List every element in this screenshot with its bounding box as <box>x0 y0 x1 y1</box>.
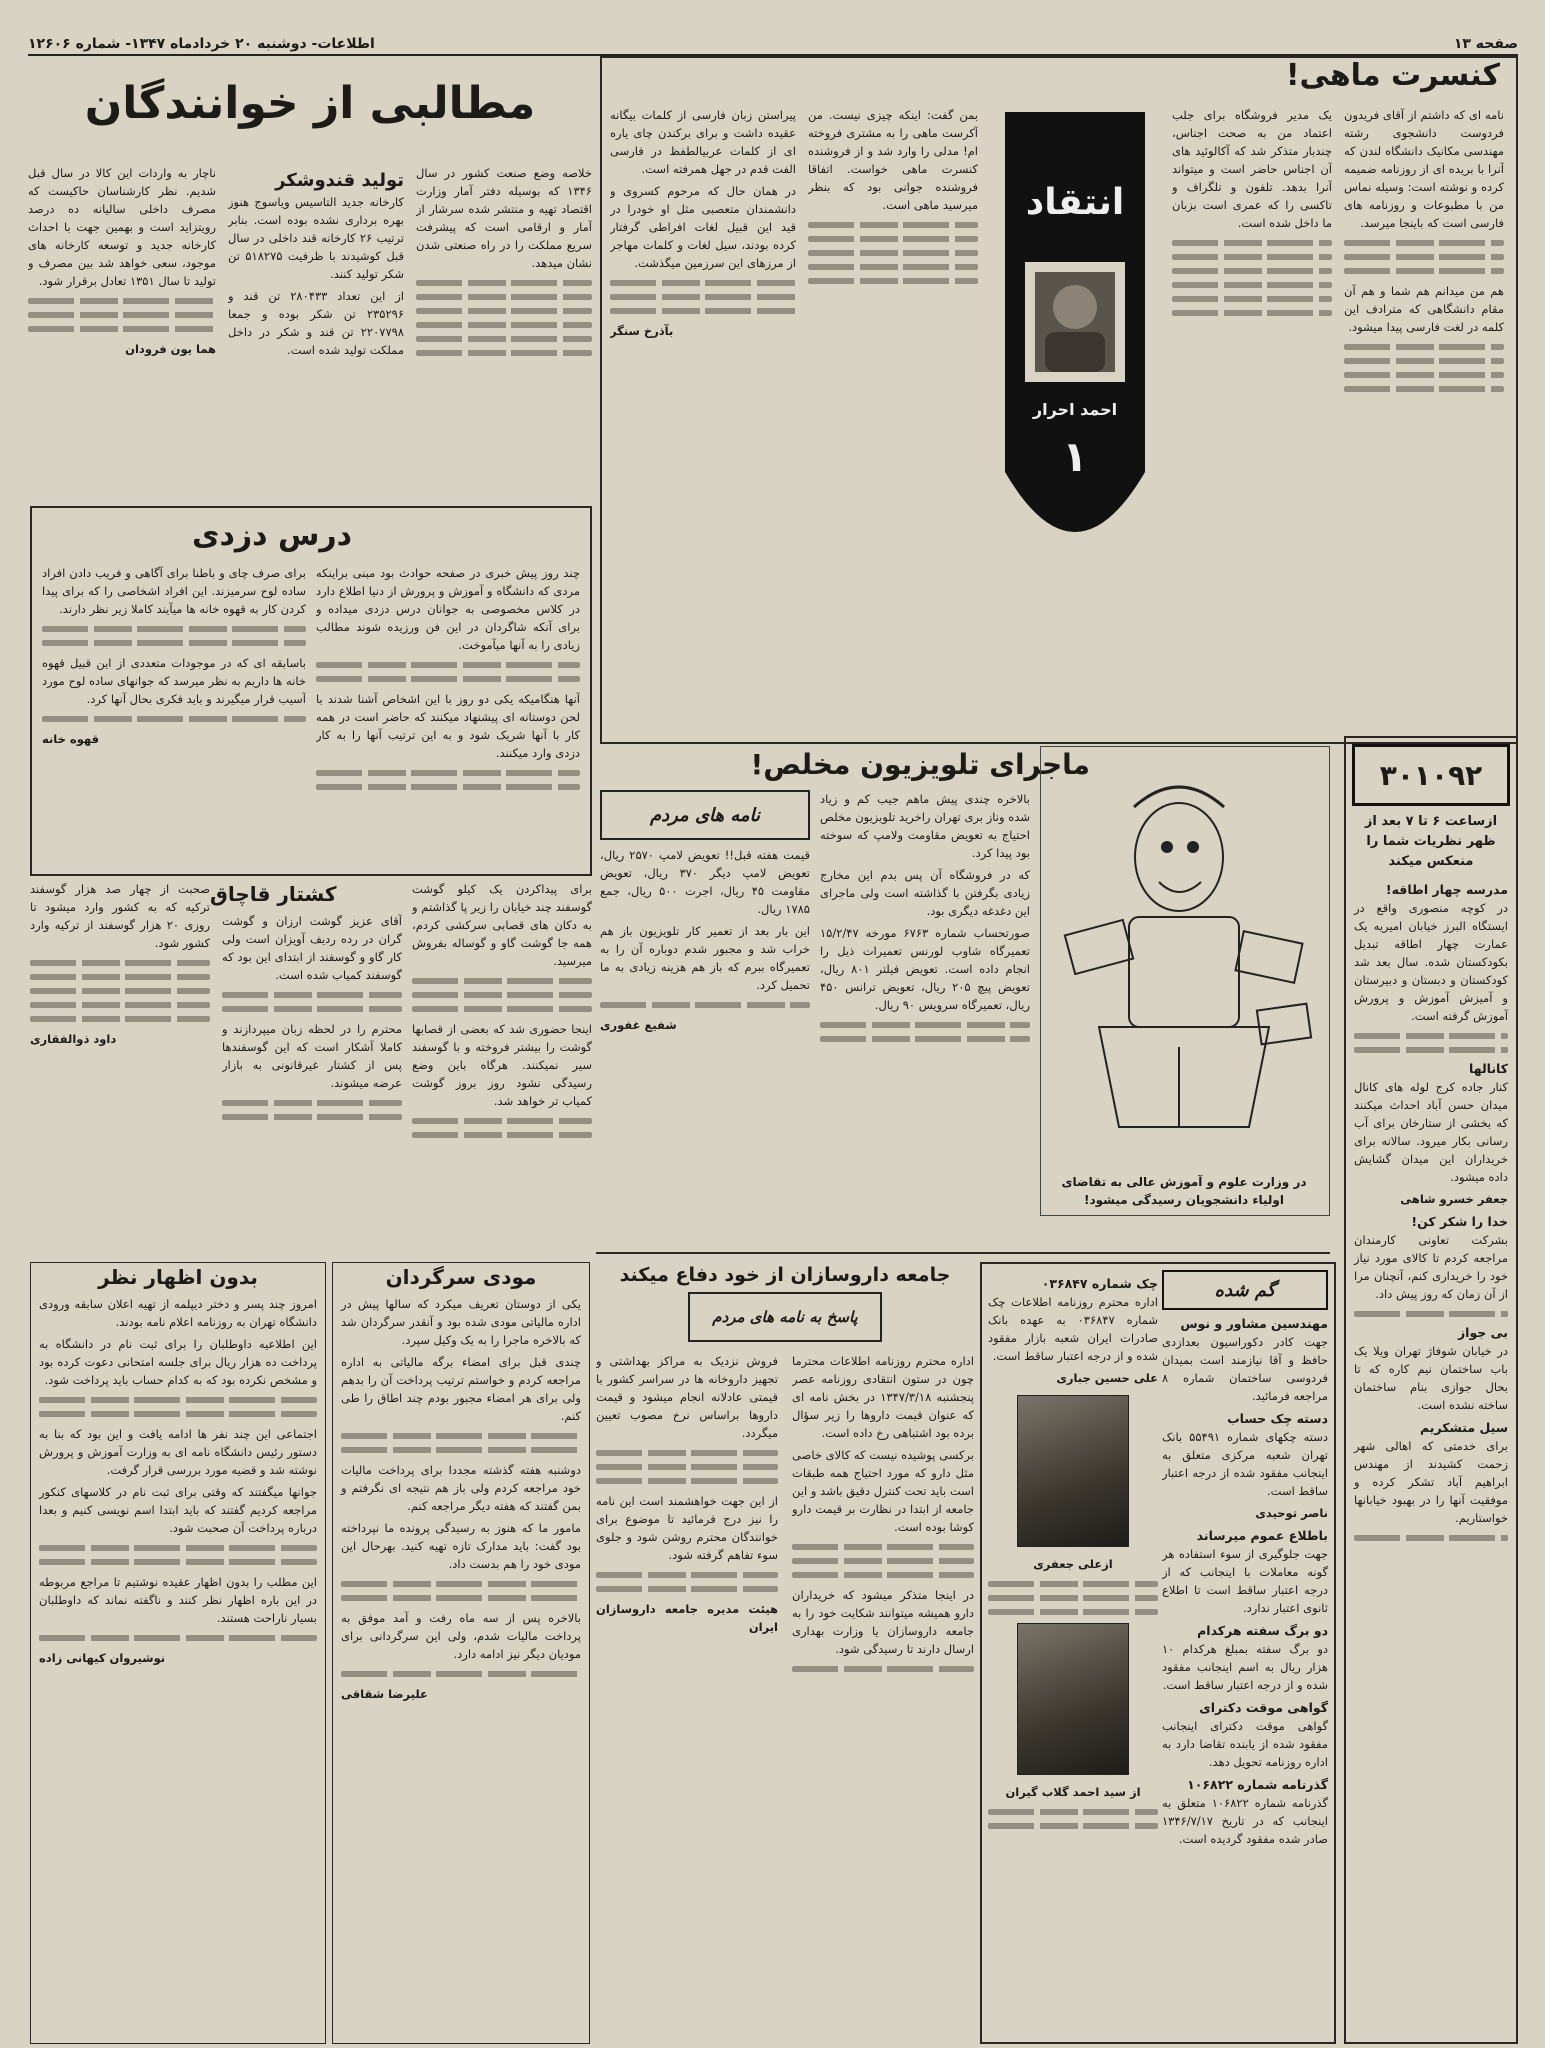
lost-item-text: گواهی موقت دکترای اینجانب مفقود شده از یابنده تقاضا دارد به اداره روزنامه تحویل دهد. <box>1162 1719 1328 1769</box>
motalebi-col-3 <box>28 164 216 504</box>
tv-col-2 <box>600 790 810 1250</box>
lost-item-title: چک شماره ۰۳۶۸۴۷ <box>1041 1276 1158 1291</box>
article-paragraph: بمن گفت: اینکه چیزی نیست. من آکرست ماهی را به مشتری فروخته ام! مدلی را وارد شد و از فروشنده کنسرت ماهی خواست. اتفاقا فروشنده جوانی بود که بنظر میرسید ماهی است. <box>808 108 978 212</box>
issue-info: اطلاعات- دوشنبه ۲۰ خردادماه ۱۳۴۷- شماره ۱۲۶۰۶ <box>28 36 375 52</box>
lost-caption: علی حسین جباری <box>1056 1371 1158 1385</box>
article-paragraph: از این جهت خواهشمند است این نامه را نیز درج فرمائید تا موضوع برای خوانندگان محترم روشن شود و جلوی سوء تفاهم گرفته شود. <box>596 1494 778 1562</box>
article-paragraph: این اطلاعیه داوطلبان را برای ثبت نام در دانشگاه به پرداخت ده هزار ریال برای جلسه امتحانی دعوت کرده بود و مشخص نکرده بود که به کدام حساب باید پرداخت شود. <box>39 1337 317 1387</box>
article-signature: هما یون فرودان <box>125 342 216 356</box>
article-paragraph: برای پیداکردن یک کیلو گوشت گوسفند چند خیابان را زیر پا گذاشتم و به دکان های قصابی سرکشی کردم، همه جا گوشت گاو و گوساله بفروش میرسید. <box>412 882 592 968</box>
article-paragraph: قیمت هفته قبل!! تعویض لامپ ۲۵۷۰ ریال، تعویض لامپ دیگر ۳۷۰ ریال، تعویض مقاومت ۴۵ ریال، اجرت ۵۰۰ ریال، جمع ۱۷۸۵ ریال. <box>600 848 810 916</box>
gomshode-col-1 <box>1162 1270 1328 2040</box>
cartoon-drawing <box>1040 747 1329 1147</box>
article-paragraph: آقای عزیز گوشت ارزان و گوشت گران در رده ردیف آویزان است ولی کار گاو و گوسفند از ابتدای این بود که گوسفند کمیاب شده است. <box>222 914 402 982</box>
tv-majara-article <box>596 746 1330 1254</box>
koshtar-col-1 <box>412 880 592 1260</box>
daroo-col-1 <box>792 1352 974 2042</box>
page-label: صفحه ۱۳ <box>1453 36 1518 52</box>
dars-dozdi-article <box>30 506 592 876</box>
article-title: مودی سرگردان <box>385 1265 537 1289</box>
article-paragraph: این مطلب را بدون اظهار عقیده نوشتیم تا مراجع مربوطه در این باره اظهار نظر کنند و ناگفته نماند که داوطلبان بسیار ناراحت هستند. <box>39 1575 317 1625</box>
article-paragraph: هم من میدانم هم شما و هم آن مقام دانشگاهی که مترادف این کلمه در لغت فارسی پیدا میشود. <box>1344 284 1504 334</box>
lost-item-title: دو برگ سفته هرکدام <box>1197 1623 1328 1638</box>
article-title: جامعه داروسازان از خود دفاع میکند <box>619 1264 951 1286</box>
cartoon-caption: در وزارت علوم و آموزش عالی به تقاضای اولیاء دانشجویان رسیدگی میشود! <box>1061 1175 1307 1207</box>
article-signature: شفیع غفوری <box>600 1018 677 1032</box>
tel-box-signature: جعفر خسرو شاهی <box>1400 1192 1508 1206</box>
person-photo <box>1017 1623 1129 1775</box>
gomshode-title: گم شده <box>1162 1270 1328 1310</box>
tel-box-subtitle: ازساعت ۶ تا ۷ بعد از ظهر نظریات شما را منعکس میکند <box>1364 814 1498 869</box>
tel-item-title: مدرسه چهار اطاقه! <box>1385 882 1508 897</box>
article-paragraph: خلاصه وضع صنعت کشور در سال ۱۳۴۶ که بوسیله دفتر آمار وزارت اقتصاد تهیه و منتشر شده سرشار از آمار و ارقامی است که پیشرفت سریع مملکت را در راه صنعتی شدن نشان میدهد. <box>416 166 592 270</box>
motalebi-article <box>28 64 592 504</box>
tel-item-title: کانالها <box>1469 1061 1508 1076</box>
article-paragraph: محترم را در لحظه زبان میپردازند و کاملا آشکار است که این گوسفندها پس از کشتار غیرقانونی به بازار عرضه میشوند. <box>222 1022 402 1090</box>
entegad-column-badge <box>990 112 1160 632</box>
article-paragraph: آنها هنگامیکه یکی دو روز با این اشخاص آشنا شدند با لحن دوستانه ای پیشنهاد میکنند که حاضر است در همه کار با آنها شریک شود و به این ترتیب آنها را به کار دزدی وارد میکنند. <box>316 692 580 760</box>
lost-item-text: دو برگ سفته بمبلغ هرکدام ۱۰ هزار ریال به اسم اینجانب مفقود شده و از درجه اعتبار ساقط است. <box>1162 1642 1328 1692</box>
koshtar-article <box>30 880 592 1260</box>
article-signature: هیئت مدیره جامعه داروسازان ایران <box>596 1602 778 1634</box>
article-paragraph: جوانها میگفتند که وقتی برای ثبت نام در کلاسهای کنکور مراجعه کردیم گفتند که باید ابتدا اسم نویسی کنیم و بعدا درباره پرداخت آن صحبت شود. <box>39 1485 317 1535</box>
tel-item-text: بشرکت تعاونی کارمندان مراجعه کردم تا کالای مورد نیاز خود را خریداری کنم، آنچنان مرا از آن زمان که روز پیش داد. <box>1354 1233 1508 1301</box>
daroo-col-2 <box>596 1352 778 2042</box>
article-title: کشتار قاچاق <box>210 882 337 906</box>
concert-col-3 <box>808 106 978 726</box>
modi-sargardan-article <box>332 1262 590 2044</box>
article-paragraph: بالاخره پس از سه ماه رفت و آمد موفق به پرداخت مالیات شدم، ولی این سرگردانی برای مودیان دیگر نیز ادامه دارد. <box>341 1611 581 1661</box>
dars-col-1 <box>316 564 580 864</box>
cartoon-illustration <box>1040 746 1330 1216</box>
jameeh-daroo-article <box>596 1262 974 2044</box>
article-paragraph: ناچار به واردات این کالا در سال قبل شدیم. نظر کارشناسان حاکیست که مصرف داخلی سالیانه ده درصد رویتزاید است و بهمین جهت با احداث کارخانه جدید و توسعه کارخانه های موجود، سعی خواهد شد بین مصرف و تولید تا سال ۱۳۵۱ تعادل برقرار شود. <box>28 166 216 288</box>
article-paragraph: یکی از دوستان تعریف میکرد که سالها پیش در اداره مالیاتی مودی شده بود و آنقدر سرگردان شد که بالاخره ماجرا را به یک وکیل سپرد. <box>341 1297 581 1347</box>
article-paragraph: یک مدیر فروشگاه برای جلب اعتماد من به صحت اجناس، چندبار متذکر شد که آکالوئید های آن اجناس حاضر است و میتواند آنرا بدهد. تلفون و تلگراف و تاکسی را که عمری است بزبان ما داخل شده است. <box>1172 108 1332 230</box>
article-paragraph: کارخانه جدید التاسیس ویاسوج هنوز بهره برداری نشده بوده است. بنابر ترتیب ۲۶ کارخانه قند داخلی در سال قبل کوشیدند با ظرفیت ۵۱۸۲۷۵ تن شکر تولید کنند. <box>228 195 404 281</box>
article-signature: قهوه خانه <box>42 732 100 746</box>
article-paragraph: نامه ای که داشتم از آقای فریدون فردوست دانشجوی رشته مهندسی مکانیک دانشگاه لندن که آنرا با بریده ای از روزنامه ضمیمه کرده و نوشته است: وسیله نماس من با مطبوعات و روزنامه های فارسی است که باینجا میرسد. <box>1344 108 1504 230</box>
article-paragraph: دوشنبه هفته گذشته مجددا برای پرداخت مالیات خود مراجعه کردم ولی باز هم نتیجه ای نگرفتم و بمن گفتند که هفته دیگر مراجعه کنم. <box>341 1463 581 1513</box>
entegad-label: انتقاد <box>1025 182 1125 223</box>
lost-item-text: جهت کادر دکوراسیون بعدازدی حافظ و آقا نیازمند است بمیدان فردوسی ساختمان شماره ۸ مراجعه فرمائید. <box>1162 1335 1328 1403</box>
entegad-author: احمد احرار <box>1032 400 1118 419</box>
lost-item-title: باطلاع عموم میرساند <box>1196 1528 1328 1543</box>
article-paragraph: این بار بعد از تعمیر کار تلویزیون باز هم خراب شد و مجبور شدم دوباره آن را به تعمیرگاه ببرم که باز هم هزینه زیادی به ما تحمیل کرد. <box>600 924 810 992</box>
article-paragraph: چند روز پیش خبری در صفحه حوادث بود مبنی براینکه مردی که دانشگاه و آموزش و پرورش از دنیا اطلاع دارد در کلاس مخصوصی به جوانان درس دزدی میداده و برای آنکه شاگردان در این فن ورزیده شوند مطالب زیادی را به آنها میآموخت. <box>316 566 580 652</box>
lost-item-title: دسته چک حساب <box>1227 1411 1328 1426</box>
lost-item-text: اداره محترم روزنامه اطلاعات چک شماره ۰۳۶۸۴۷ به عهده بانک صادرات ایران شعبه بازار مفقود شده و از درجه اعتبار ساقط است. <box>988 1295 1158 1363</box>
article-paragraph: پیراستن زبان فارسی از کلمات بیگانه عقیده داشت و برای برکندن چای یاره ای از کلمات عربیالطفظ در فارسی الفت قدم در جهل همرفته است. <box>610 108 796 176</box>
readers-letters-badge: نامه های مردم <box>600 790 810 840</box>
page-header <box>28 34 1518 56</box>
dars-col-2 <box>42 564 306 864</box>
lost-item-title: گواهی موقت دکترای <box>1199 1700 1328 1715</box>
article-paragraph: در همان حال که مرحوم کسروی و دانشمندان متعصبی مثل او خودرا در قید این قبیل لغات افراطی گرفتار کرده بودند، سیل لغات و کلمات مهاجر از مرزهای این سرزمین میگذشت. <box>610 184 796 270</box>
article-title: ماجرای تلویزیون مخلص! <box>750 748 1090 781</box>
article-title: مطالبی از خوانندگان <box>84 78 536 129</box>
lost-item-title: مهندسین مشاور و نوس <box>1180 1316 1328 1331</box>
article-paragraph: برکسی پوشیده نیست که کالای خاصی مثل دارو که مورد احتیاج همه طبقات است باید تحت کنترل دقیق باشد و این جامعه از ابتدا در نظارت بر قیمت دارو کوشا بوده است. <box>792 1448 974 1534</box>
koshtar-col-2 <box>222 912 402 1260</box>
article-signature: نوشیروان کیهانی زاده <box>39 1651 166 1665</box>
article-paragraph: صورتحساب شماره ۶۷۶۳ مورخه ۱۵/۲/۴۷ تعمیرگاه شاوب لورنس تعمیرات ذیل را انجام داده است. تعویض فیلتر ۸۰۱ ریال، تعویض پیچ ۲۰۵ ریال، تعویض ترانس ۴۵۰ ریال، تعمیرگاه سرویس ۹۰ ریال. <box>820 926 1030 1012</box>
concert-col-1 <box>1344 106 1504 726</box>
concert-col-4 <box>610 106 796 726</box>
lost-item-text: گذرنامه شماره ۱۰۶۸۲۲ متعلق به اینجانب که در تاریخ ۱۳۴۶/۷/۱۷ صادر شده مفقود گردیده است. <box>1162 1796 1328 1846</box>
article-signature: بآذرخ سنگر <box>610 324 674 338</box>
tel-item-title: بی جواز <box>1457 1325 1508 1340</box>
tel-item-text: برای خدمتی که اهالی شهر زحمت کشیدند از مهندس ابراهیم آباد تشکر کرده و موفقیت آنها را در بهبود خیابانها خواستاریم. <box>1354 1439 1508 1525</box>
article-paragraph: بالاخره چندی پیش ماهم جیب کم و زیاد شده وناز بری تهران راخرید تلویزیون مخلص احتیاج به تعویض مقاومت ولامپ که سوخته بود پیدا کرد. <box>820 792 1030 860</box>
article-paragraph: باسابقه ای که در موجودات متعددی از این قبیل قهوه خانه ها داریم به نظر میرسد که جوانهای ساده لوح مورد آسیب قرار میگیرند و باید فکری بحال آنها کرد. <box>42 656 306 706</box>
article-paragraph: چندی قبل برای امضاء برگه مالیاتی به اداره مراجعه کردم و خواستم ترتیب پرداخت آن را بدهم ولی برای هر امضاء مجبور بودم چند اطاق را طی کنم. <box>341 1355 581 1423</box>
tel-item-text: در کوچه منصوری واقع در ایستگاه البرز خیابان امیریه یک عمارت چهار اطاقه تبدیل بکودکستان شده. سال بعد شد کودکستان و دبستان و دبیرستان و آمیزش آموزش و پرورش آموزش گرفته است. <box>1354 901 1508 1023</box>
article-paragraph: امروز چند پسر و دختر دیپلمه از تهیه اعلان سابقه ورودی دانشگاه تهران به روزنامه اعلام نامه بودند. <box>39 1297 317 1329</box>
tv-col-1 <box>820 790 1030 1250</box>
article-title: کنسرت ماهی! <box>1285 58 1500 93</box>
article-signature: داود ذوالفقاری <box>30 1032 117 1046</box>
article-subtitle: تولید قندوشکر <box>275 170 404 191</box>
lost-caption: ناصر توحیدی <box>1255 1506 1328 1520</box>
motalebi-col-1 <box>416 164 592 504</box>
article-paragraph: فروش نزدیک به مراکز بهداشتی و تجهیز داروخانه ها در سراسر کشور با قیمتی عادلانه انجام میشود و قیمت داروها براساس نرخ مصوب تعیین میگردد. <box>596 1354 778 1440</box>
article-paragraph: اینجا حضوری شد که بعضی از قصابها گوشت را بیشتر فروخته و با گوسفند سیر نمیکنند. هرگاه باین وضع رسیدگی نشود روز بروز گوشت کمیاب تر خواهد شد. <box>412 1022 592 1108</box>
motalebi-col-2 <box>228 164 404 504</box>
article-title: درس دزدی <box>192 518 353 553</box>
tel-box <box>1344 736 1518 2044</box>
article-paragraph: که در فروشگاه آن پس بدم این مخارج زیادی بگرفتن با گذاشته است ولی ماجرای این دغدغه دیگری بود. <box>820 868 1030 918</box>
gomshode-box <box>980 1262 1336 2044</box>
lost-item-title: گذرنامه شماره ۱۰۶۸۲۲ <box>1187 1777 1328 1792</box>
person-photo <box>1017 1395 1129 1547</box>
article-paragraph: اداره محترم روزنامه اطلاعات محترما چون در ستون انتقادی روزنامه عصر پنجشنبه ۱۳۴۷/۳/۱۸ در بخش نامه ای که عنوان قیمت داروها را زیر سؤال برده بود اشتباهی رخ داده است. <box>792 1354 974 1440</box>
koshtar-col-3 <box>30 880 210 1260</box>
tel-item-title: خدا را شکر کن! <box>1411 1214 1508 1229</box>
article-paragraph: صحبت از چهار صد هزار گوسفند ترکیه که به کشور وارد میشود تا روزی ۲۰ هزار گوسفند از ترکیه وارد کشور شود. <box>30 882 210 950</box>
tel-number-title: ۳۰۱۰۹۲ <box>1352 744 1510 806</box>
lost-item-text: دسته چکهای شماره ۵۵۴۹۱ بانک تهران شعبه مرکزی متعلق به اینجانب مفقود شده از درجه اعتبار ساقط است. <box>1162 1430 1328 1498</box>
gomshode-col-2 <box>988 1270 1158 2040</box>
lost-item-text: جهت جلوگیری از سوء استفاده هر گونه معاملات با اینجانب که از درجه اعتبار ساقط است تا اطلاع ثانوی اعتبار ندارد. <box>1162 1547 1328 1615</box>
concert-col-2 <box>1172 106 1332 726</box>
article-paragraph: از این تعداد ۲۸۰۴۳۳ تن قند و ۲۳۵۲۹۶ تن شکر بوده و جمعا ۲۲۰۷۷۹۸ تن قند و شکر در داخل مملکت تولید شده است. <box>228 289 404 357</box>
tel-item-title: سیل متشکریم <box>1419 1420 1508 1435</box>
readers-reply-badge: پاسخ به نامه های مردم <box>688 1292 882 1342</box>
bedoon-ezhar-article <box>30 1262 326 2044</box>
tel-item-text: کنار جاده کرج لوله های کانال میدان حسن آباد احداث میکنند که بخشی از ستارخان برای آب رسانی بکار میرود. سالانه برای خریداران این میدان گشایش داده میشود. <box>1354 1080 1508 1184</box>
lost-caption: ازعلی جعفری <box>1033 1557 1113 1571</box>
article-paragraph: مامور ما که هنوز به رسیدگی پرونده ما نپرداخته بود گفت: باید مدارک تازه تهیه کنید. بهرحال این مودی خود را هم بدست داد. <box>341 1521 581 1571</box>
concert-mahi-article <box>600 56 1518 744</box>
lost-caption: از سید احمد گلاب گیران <box>1005 1785 1141 1799</box>
article-paragraph: در اینجا متذکر میشود که خریداران دارو همیشه میتوانند شکایت خود را به جامعه داروسازان یا وزارت بهداری ارسال دارند تا رسیدگی شود. <box>792 1588 974 1656</box>
article-paragraph: اجتماعی این چند نفر ها ادامه یافت و این بود که بنا به دستور رئیس دانشگاه نامه ای به وزارت آموزش و پرورش نوشته شد و قضیه مورد بررسی قرار گرفت. <box>39 1427 317 1477</box>
article-signature: علیرضا شقاقی <box>341 1687 428 1701</box>
article-paragraph: برای صرف چای و باطنا برای آگاهی و فریب دادن افراد ساده لوح سرمیزند. این افراد اشخاصی را که برای پیدا کردن کار به قهوه خانه ها میآیند کاملا زیر نظر دارند. <box>42 566 306 616</box>
article-title: بدون اظهار نظر <box>98 1265 258 1289</box>
entegad-number: ۱ <box>1062 432 1088 481</box>
tel-item-text: در خیابان شوفاژ تهران ویلا یک باب ساختمان نیم کاره که تا بحال جوازی بنام ساختمان ساخته نشده است. <box>1354 1344 1508 1412</box>
